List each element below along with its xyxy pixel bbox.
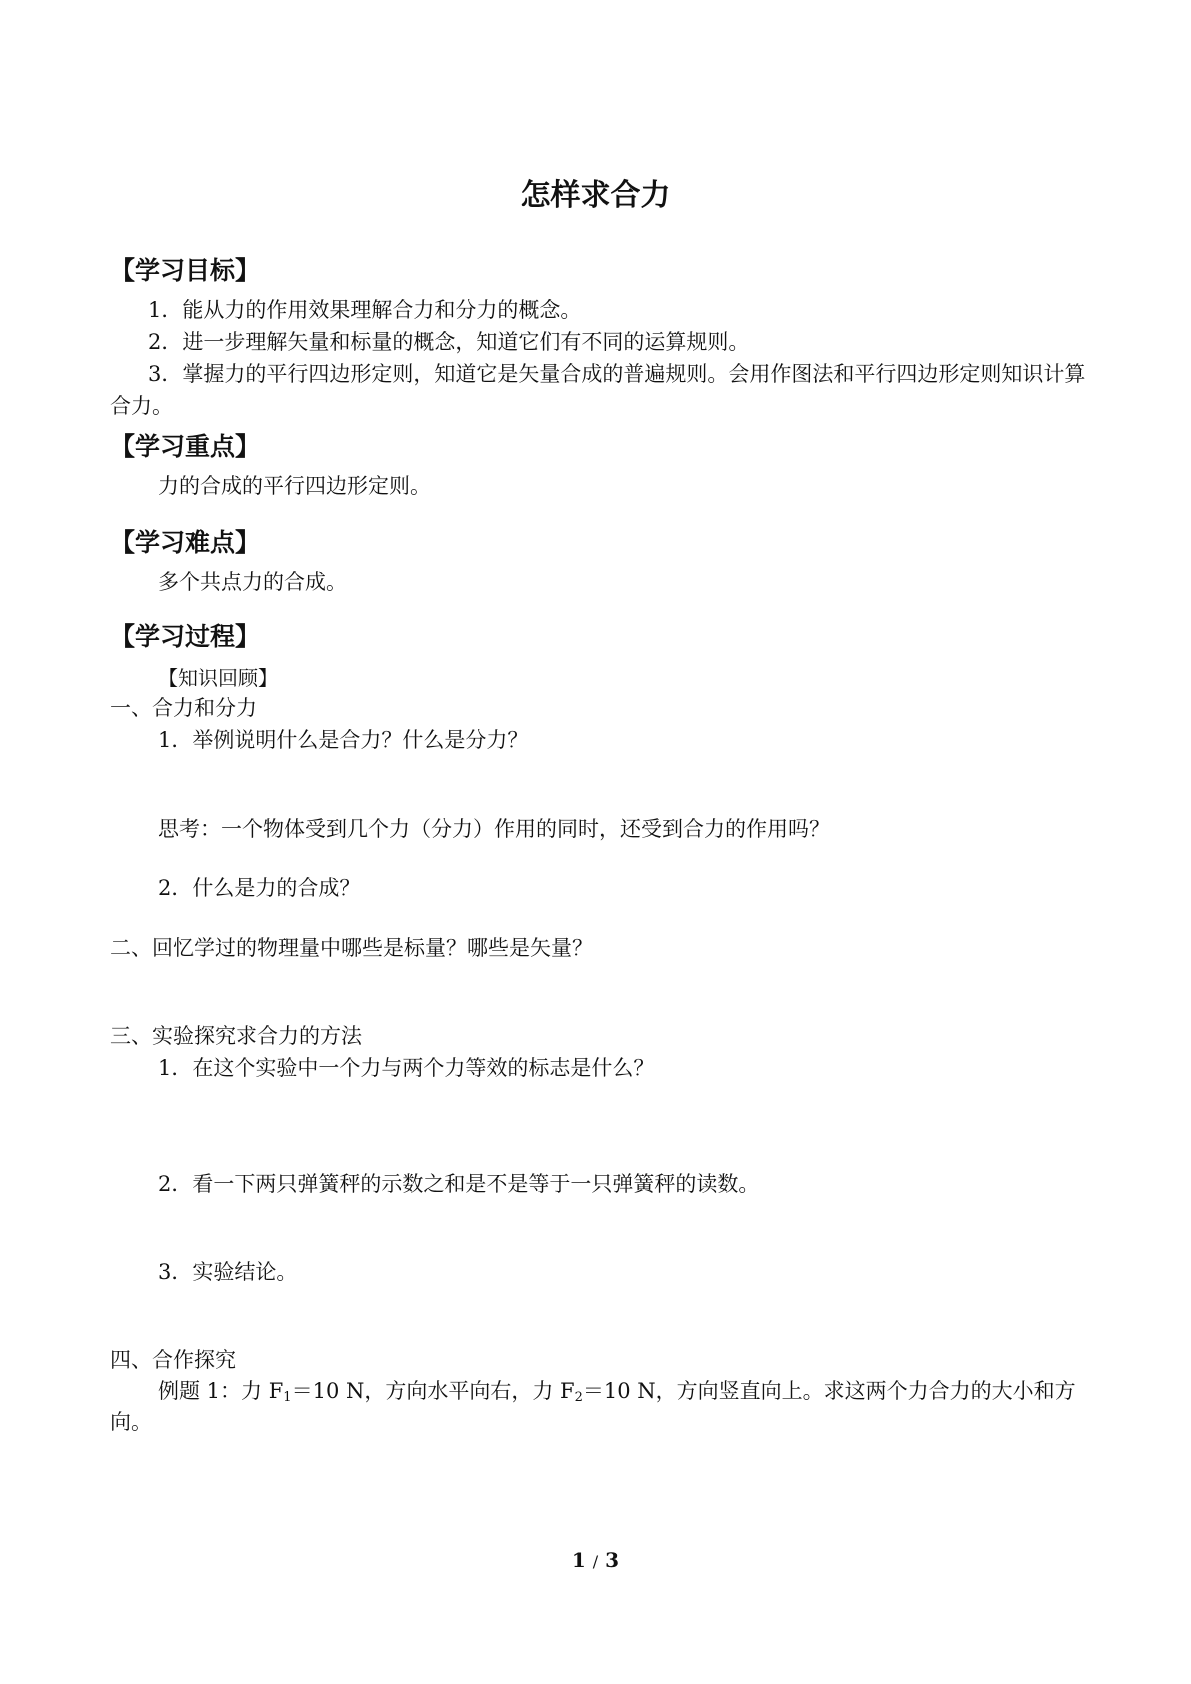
part1-question-2: 2．什么是力的合成？ [158, 876, 361, 900]
part3-question-1: 1．在这个实验中一个力与两个力等效的标志是什么？ [158, 1056, 655, 1080]
part1-title: 一、合力和分力 [110, 696, 257, 720]
heading-objectives: 【学习目标】 [110, 256, 261, 285]
review-label: 【知识回顾】 [158, 666, 278, 690]
objective-item-1: 1．能从力的作用效果理解合力和分力的概念。 [148, 298, 582, 322]
part3-title: 三、实验探究求合力的方法 [110, 1024, 362, 1048]
part4-title: 四、合作探究 [110, 1348, 236, 1372]
part3-question-2: 2．看一下两只弹簧秤的示数之和是不是等于一只弹簧秤的读数。 [158, 1172, 760, 1196]
part2-title: 二、回忆学过的物理量中哪些是标量？哪些是矢量？ [110, 936, 593, 960]
page-number: 1 / 3 [571, 1548, 620, 1572]
key-point-text: 力的合成的平行四边形定则。 [158, 474, 431, 498]
heading-process: 【学习过程】 [110, 622, 261, 651]
part1-think: 思考：一个物体受到几个力（分力）作用的同时，还受到合力的作用吗？ [158, 817, 830, 841]
objective-item-3: 3．掌握力的平行四边形定则，知道它是矢量合成的普遍规则。会用作图法和平行四边形定则知识计算合力。 [110, 362, 1086, 418]
heading-key-point: 【学习重点】 [110, 432, 261, 461]
document-title: 怎样求合力 [520, 178, 671, 213]
part3-question-3: 3．实验结论。 [158, 1260, 298, 1284]
objective-item-2: 2．进一步理解矢量和标量的概念，知道它们有不同的运算规则。 [148, 330, 750, 354]
difficulty-text: 多个共点力的合成。 [158, 570, 347, 594]
heading-difficulty: 【学习难点】 [110, 528, 261, 557]
example-1: 例题 1：力 $F_1=10$ N，方向水平向右，力 $F_2=10$ N，方向竖直向上。求这两个力合力的大小和方向。 [110, 1379, 1076, 1434]
part1-question-1: 1．举例说明什么是合力？什么是分力？ [158, 728, 529, 752]
